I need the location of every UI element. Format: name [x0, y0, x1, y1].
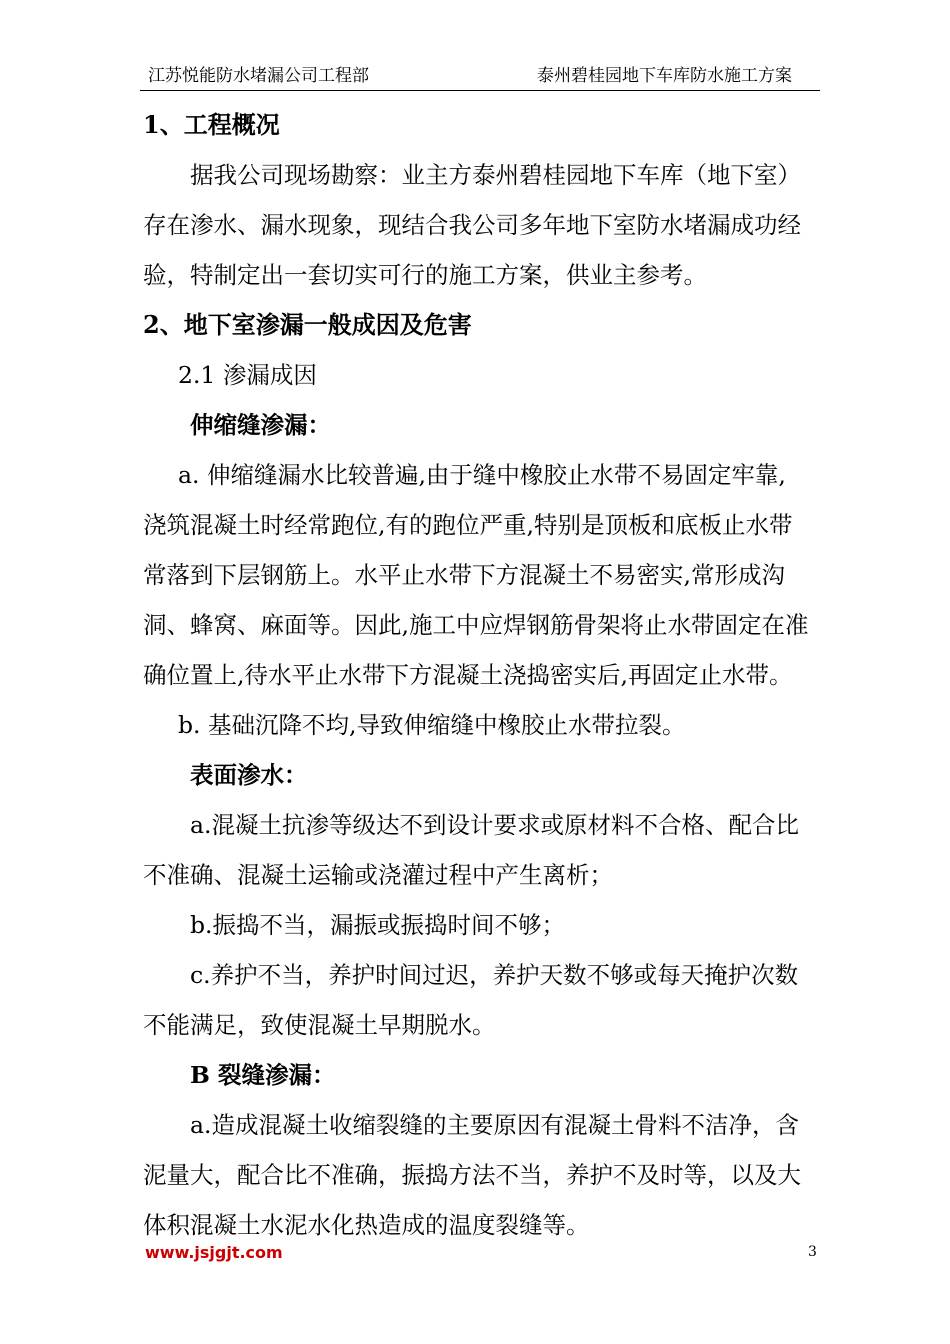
paragraph-line: 验，特制定出一套切实可行的施工方案，供业主参考。	[143, 261, 707, 289]
topic-heading-expansion-joint: 伸缩缝渗漏：	[190, 411, 331, 439]
paragraph-line: a. 伸缩缝漏水比较普遍,由于缝中橡胶止水带不易固定牢靠,	[178, 461, 786, 489]
paragraph-line: 据我公司现场勘察：业主方泰州碧桂园地下车库（地下室）	[190, 161, 801, 189]
header-document-title: 泰州碧桂园地下车库防水施工方案	[537, 66, 792, 86]
section-heading-2: 2、地下室渗漏一般成因及危害	[143, 310, 472, 339]
topic-heading-surface-seepage: 表面渗水：	[190, 761, 308, 789]
paragraph-line: 不能满足，致使混凝土早期脱水。	[143, 1011, 496, 1039]
paragraph-line: 不准确、混凝土运输或浇灌过程中产生离析；	[143, 861, 613, 889]
paragraph-line: 确位置上,待水平止水带下方混凝土浇捣密实后,再固定止水带。	[143, 661, 793, 689]
section-heading-1: 1、工程概况	[143, 110, 280, 139]
paragraph-line: b. 基础沉降不均,导致伸缩缝中橡胶止水带拉裂。	[178, 711, 686, 739]
paragraph-line: b.振捣不当，漏振或振捣时间不够；	[190, 911, 566, 939]
paragraph-line: 常落到下层钢筋上。水平止水带下方混凝土不易密实,常形成沟	[143, 561, 785, 589]
footer-website-link[interactable]: www.jsjgjt.com	[145, 1243, 283, 1262]
paragraph-line: a.混凝土抗渗等级达不到设计要求或原材料不合格、配合比	[190, 811, 799, 839]
subsection-heading: 2.1 渗漏成因	[178, 361, 317, 389]
paragraph-line: a.造成混凝土收缩裂缝的主要原因有混凝土骨料不洁净，含	[190, 1111, 799, 1139]
topic-heading-crack-seepage: B 裂缝渗漏：	[190, 1061, 336, 1089]
paragraph-line: 洞、蜂窝、麻面等。因此,施工中应焊钢筋骨架将止水带固定在准	[143, 611, 809, 639]
header-company: 江苏悦能防水堵漏公司工程部	[148, 66, 369, 86]
paragraph-line: 体积混凝土水泥水化热造成的温度裂缝等。	[143, 1211, 590, 1239]
paragraph-line: 存在渗水、漏水现象，现结合我公司多年地下室防水堵漏成功经	[143, 211, 801, 239]
paragraph-line: c.养护不当，养护时间过迟，养护天数不够或每天掩护次数	[190, 961, 799, 989]
paragraph-line: 浇筑混凝土时经常跑位,有的跑位严重,特别是顶板和底板止水带	[143, 511, 793, 539]
page-number: 3	[808, 1244, 817, 1260]
page-header	[140, 66, 820, 91]
paragraph-line: 泥量大，配合比不准确，振捣方法不当，养护不及时等，以及大	[143, 1161, 801, 1189]
